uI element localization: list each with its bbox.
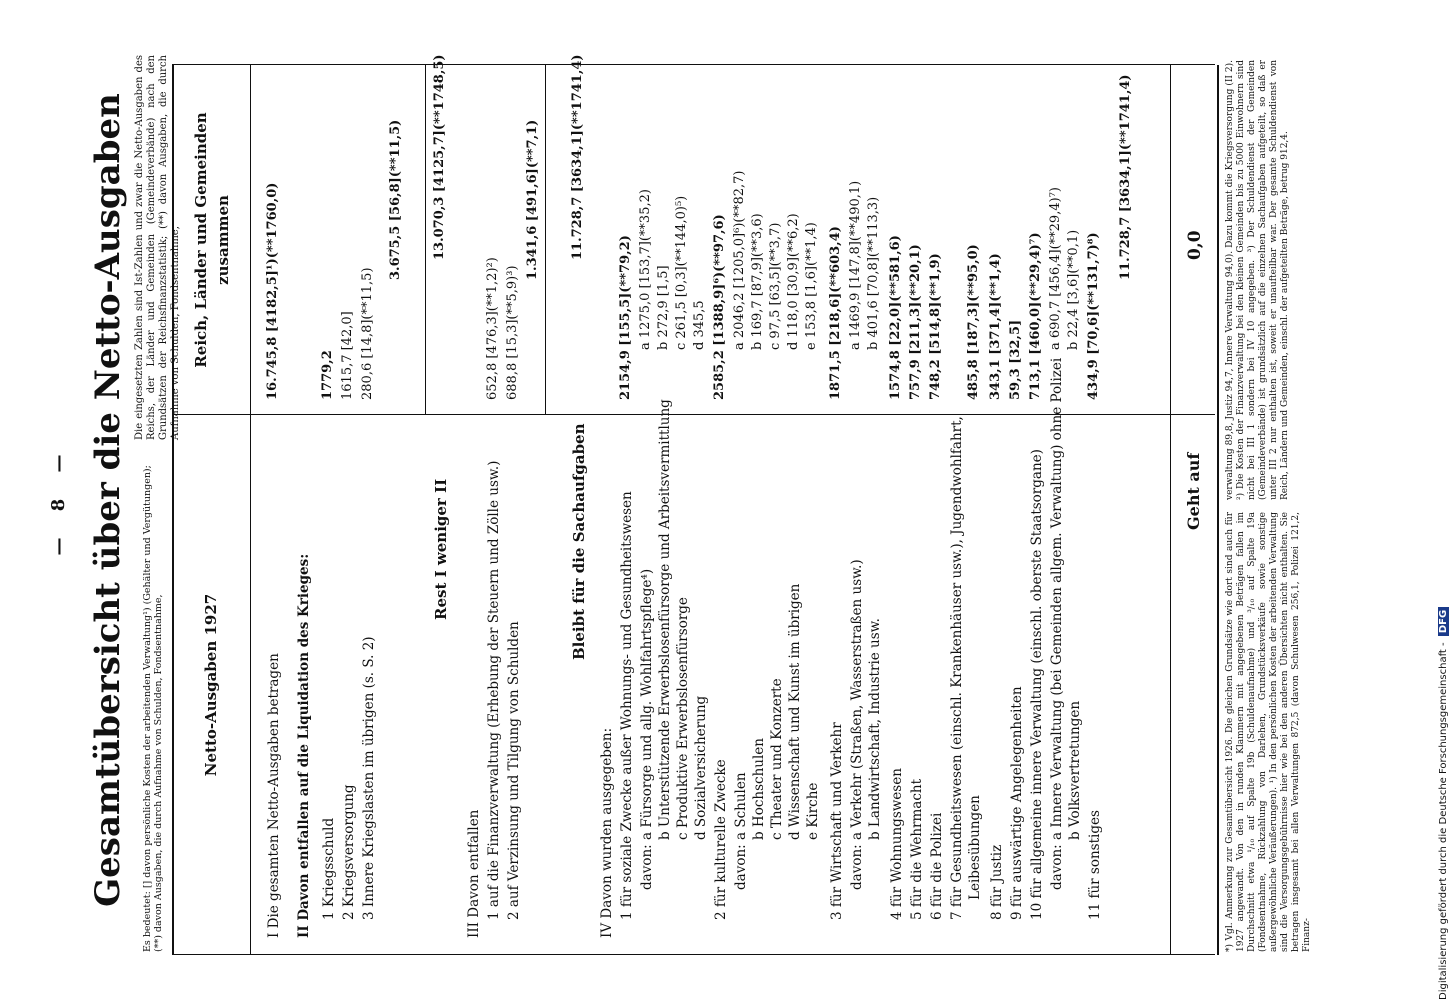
row-label: 10 für allgemeine innere Verwaltung (einschl. oberste Staatsorgane) [1029,449,1045,920]
row-label: Rest I weniger II [432,478,450,620]
row-label: b Unterstützende Erwerbslosenfürsorge und Arbeitsvermittlung [657,399,673,840]
row-value: 343,1 [371,4](**1,4) [988,253,1003,400]
row-value: 1779,2 [320,350,335,400]
row-value: 59,3 [32,5] [1008,319,1023,400]
row-value: c 261,5 [0,3](**144,0)⁵) [674,195,689,350]
row-value: 11.728,7 [3634,1](**1741,4) [570,54,585,260]
row-value: 485,8 [187,3](**95,0) [966,244,981,400]
row-value: 1871,5 [218,6](**603,4) [828,226,843,400]
row-label: d Sozialversicherung [693,695,709,840]
page-subtitle: Die eingesetzten Zahlen sind Ist-Zahlen und zwar die Netto-Ausgaben des Reichs, der Länder und Gemeinden (Gemeindeverbände) nach den Grundsätzen der Reichsfinanzstatistik; (**) davon Ausgaben, die durch Aufnahme von Schulden, Fondsentnahme, [134,55,181,440]
row-label: 5 für die Wehrmacht [909,779,925,920]
row-label: e Kirche [805,782,821,840]
row-label: c Produktive Erwerbslosenfürsorge [675,597,691,840]
row-label: 1 für soziale Zwecke außer Wohnungs- und Gesundheitswesen [619,491,635,920]
row-value: a 2046,2 [1205,0]⁶)(**82,7) [732,170,747,350]
row-value: a 690,7 [456,4](**29,4)⁷) [1048,187,1063,350]
row-value: d 345,5 [692,300,707,350]
row-value: 280,6 [14,8](**11,5) [360,267,375,400]
row-value: b 22,4 [3,6](**0,1) [1066,229,1081,350]
legend-text: Es bedeutet: [] davon persönliche Kosten der arbeitenden Verwaltung¹) (Gehälter und Vergütungen); (**) davon Ausgaben, die durch Aufnahme von Schulden, Fondsentnahme, [142,465,164,952]
row-value: 16.745,8 [4182,5]¹)(**1760,0) [265,182,280,400]
row-label: III Davon entfallen [466,809,482,938]
row-label: davon: a Schulen [733,772,749,890]
footnotes-left: *) Vgl. Anmerkung zur Gesamtübersicht 1926. Die gleichen Grundsätze wie dort sind auch für 1927 angewandt. Von den in runden Klammern mit angegebenen Beträgen fallen im Durchschnitt etwa ¹/₁₀ auf Spalte 19b (Schuldenaufnahme) und ³/₁₀ auf Spalte 19a (Fondsentnahme, Rückzahlung von Darlehen, Grundstücksverkäufe sowie sonstige außergewöhnliche Veräußerungen). ¹) In den persönlichen Kosten der arbeitenden Verwaltung sind die Versorgungsgebührnisse hier wie bei den anderen Übersichten nicht enthalten. Sie betragen insgesamt bei allen Verwaltungen 872,5 (davon Schulwesen 256,1, Polizei 121,2, Finanz- [1225,512,1312,952]
row-label: davon: a Innere Verwaltung (bei Gemeinden allgem. Verwaltung) ohne Polizei [1049,357,1065,890]
row-label: Geht auf [1184,452,1203,530]
row-sum: 1.341,6 [491,6](**7,1) [525,119,540,280]
row-value: a 1469,9 [147,8](**490,1) [848,180,863,350]
row-value: a 1275,0 [153,7](**35,2) [638,189,653,350]
row-value: b 272,9 [1,5] [656,265,671,350]
row-label: 6 für die Polizei [929,812,945,920]
row-label: IV Davon wurden ausgegeben: [599,727,615,938]
row-label: 2 Kriegsversorgung [341,784,357,920]
row-label: 3 für Wirtschaft und Verkehr [829,722,845,920]
row-value: d 118,0 [30,9](**6,2) [786,213,801,350]
table-left-border [172,954,1215,955]
row-label: 2 auf Verzinsung und Tilgung von Schulden [506,621,522,920]
row-label: 7 für Gesundheitswesen (einschl. Krankenhäuser usw.), Jugendwohlfahrt, [949,416,965,920]
row-value: 434,9 [70,6](**131,7)⁸) [1086,232,1101,400]
row-label: II Davon entfallen auf die Liquidation des Krieges: [296,553,312,938]
row-label: Bleibt für die Sachaufgaben [570,423,588,660]
dfg-logo: DFG [1438,607,1449,636]
row-value: c 97,5 [63,5](**3,7) [768,222,783,350]
row-label: 4 für Wohnungswesen [889,768,905,920]
row-label: 1 auf die Finanzverwaltung (Erhebung der Steuern und Zölle usw.) [486,460,502,920]
row-label: 2 für kulturelle Zwecke [713,759,729,920]
row-label: davon: a Verkehr (Straßen, Wasserstraßen usw.) [849,559,865,890]
rest-divider [425,65,426,415]
row-sum: 11.728,7 [3634,1](**1741,4) [1118,74,1133,280]
row-label: 8 für Justiz [989,844,1005,920]
header-divider [250,65,251,955]
row-label: 1 Kriegsschuld [321,817,337,920]
row-label: b Volksvertretungen [1067,700,1083,840]
row-label: 11 für sonstiges [1087,810,1103,920]
bleibt-divider [545,65,546,415]
row-label: 3 Innere Kriegslasten im übrigen (s. S. 2) [361,636,377,920]
row-value: 13.070,3 [4125,7](**1748,5) [432,54,447,260]
row-label: I Die gesamten Netto-Ausgaben betragen [266,653,282,938]
header-left: Netto-Ausgaben 1927 [202,593,220,777]
footnotes-right: verwaltung 89,8, Justiz 94,7, Innere Verwaltung 94,0). Dazu kommt die Kriegsversorgung (II 2). ²) Die Kosten der Finanzverwaltung bei den kleinen Gemeinden bis zu 5000 Einwohnern sind nicht bei III 1 sondern bei IV 10 angegeben. ³) Der Schuldendienst der Gemeinden (Gemeindeverbände) ist grundsätzlich auf die einzelnen Sachaufgaben aufgeteilt, so daß er unter III 2 nur enthalten ist, soweit er unaufteilbar war. Der gesamte Schuldendienst von Reich, Ländern und Gemeinden, einschl. der aufgeteilten Beträge, betrug 912,4. [1225,60,1290,500]
sidebar-text: Digitalisierung gefördert durch die Deutsche Forschungsgemeinschaft - [1438,642,1449,1000]
page-title: Gesamtübersicht über die Netto-Ausgaben [88,93,128,907]
page-number: — 8 — [48,444,69,556]
row-sum: 3.675,5 [56,8](**11,5) [388,119,403,280]
row-label: davon: a Fürsorge und allg. Wohlfahrtspflege⁴) [639,568,655,890]
sidebar-credit [1438,607,1449,1000]
row-label: b Landwirtschaft, Industrie usw. [867,618,883,840]
row-value: 688,8 [15,3](**5,9)³) [505,265,520,400]
row-label: c Theater und Konzerte [769,678,785,840]
row-value: 748,2 [514,8](**1,9) [928,253,943,400]
row-value: 1574,8 [22,0](**581,6) [888,235,903,400]
row-label: b Hochschulen [751,738,767,840]
row-value: e 153,8 [1,6](**1,4) [804,222,819,350]
row-value: 1615,7 [42,0] [340,311,355,400]
row-label: d Wissenschaft und Kunst im übrigen [787,583,803,840]
row-value: 2585,2 [1388,9]⁶)(**97,6) [712,214,727,400]
row-value: b 401,6 [70,8](**113,3) [866,196,881,350]
table-right-border [172,64,1215,65]
row-value: 0,0 [1185,230,1205,260]
row-value: 757,9 [211,3](**20,1) [908,244,923,400]
row-value: 713,1 [460,0](**29,4)⁷) [1028,232,1043,400]
row-value: b 169,7 [87,9](**3,6) [750,213,765,350]
header-right: Reich, Länder und Gemeinden zusammen [192,112,232,368]
total-divider [1170,65,1171,955]
row-label: Leibesübungen [967,795,983,900]
row-value: 2154,9 [155,5](**79,2) [618,235,633,400]
row-value: 652,8 [476,3](**1,2)²) [485,257,500,400]
row-label: 9 für auswärtige Angelegenheiten [1009,686,1025,920]
